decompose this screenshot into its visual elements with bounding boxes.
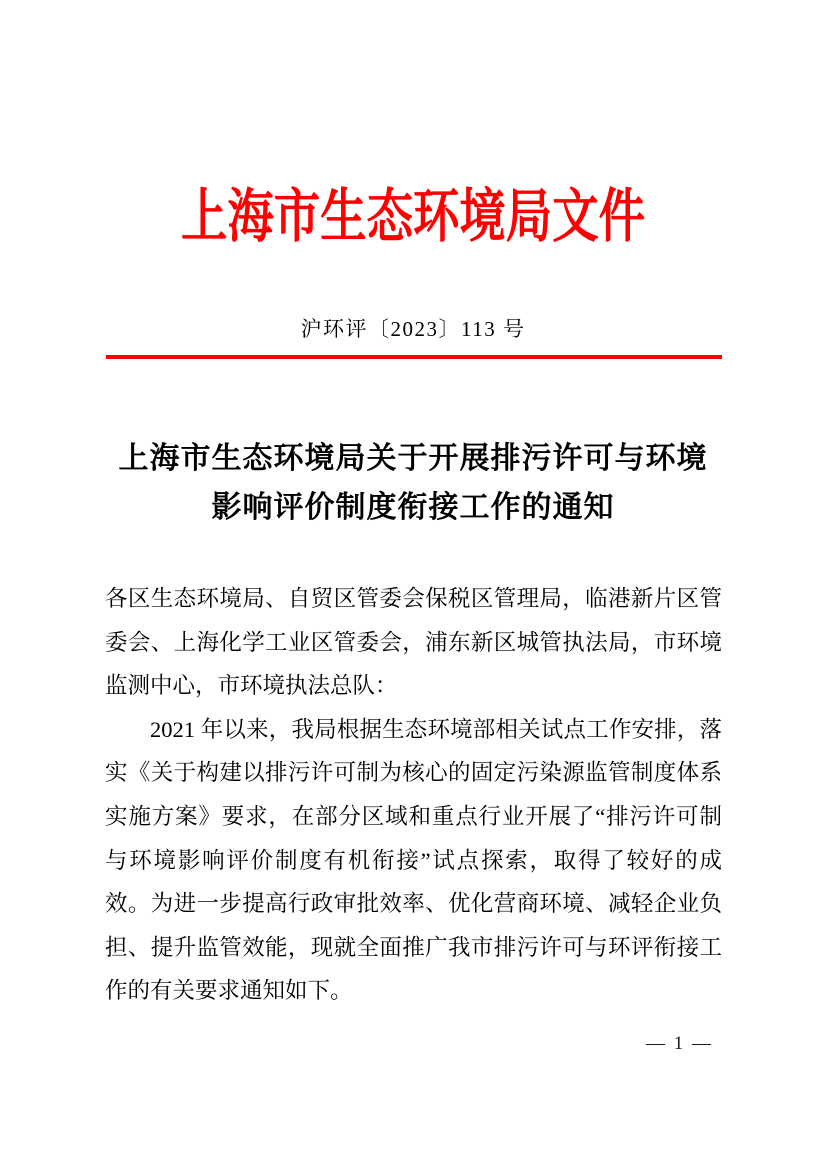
addressee-paragraph: 各区生态环境局、自贸区管委会保税区管理局，临港新片区管委会、上海化学工业区管委会，浦东新区城管执法局，市环境监测中心，市环境执法总队：	[105, 586, 722, 699]
red-separator-line	[106, 355, 722, 359]
document-title	[55, 434, 771, 532]
document-title-line1: 上海市生态环境局关于开展排污许可与环境	[118, 442, 708, 475]
document-title-line2: 影响评价制度衔接工作的通知	[211, 491, 615, 524]
agency-header-title: 上海市生态环境局文件	[180, 184, 645, 249]
document-number: 沪环评〔2023〕113 号	[300, 317, 526, 341]
page-number: — 1 —	[646, 1033, 713, 1054]
document-body	[105, 577, 722, 1013]
intro-paragraph: 2021 年以来，我局根据生态环境部相关试点工作安排，落实《关于构建以排污许可制为核心的固定污染源监管制度体系实施方案》要求，在部分区域和重点行业开展了“排污许可制与环境影响评价制度有机衔接”试点探索，取得了较好的成效。为进一步提高行政审批效率、优化营商环境、减轻企业负担、提升监管效能，现就全面推广我市排污许可与环评衔接工作的有关要求通知如下。	[105, 716, 722, 1004]
